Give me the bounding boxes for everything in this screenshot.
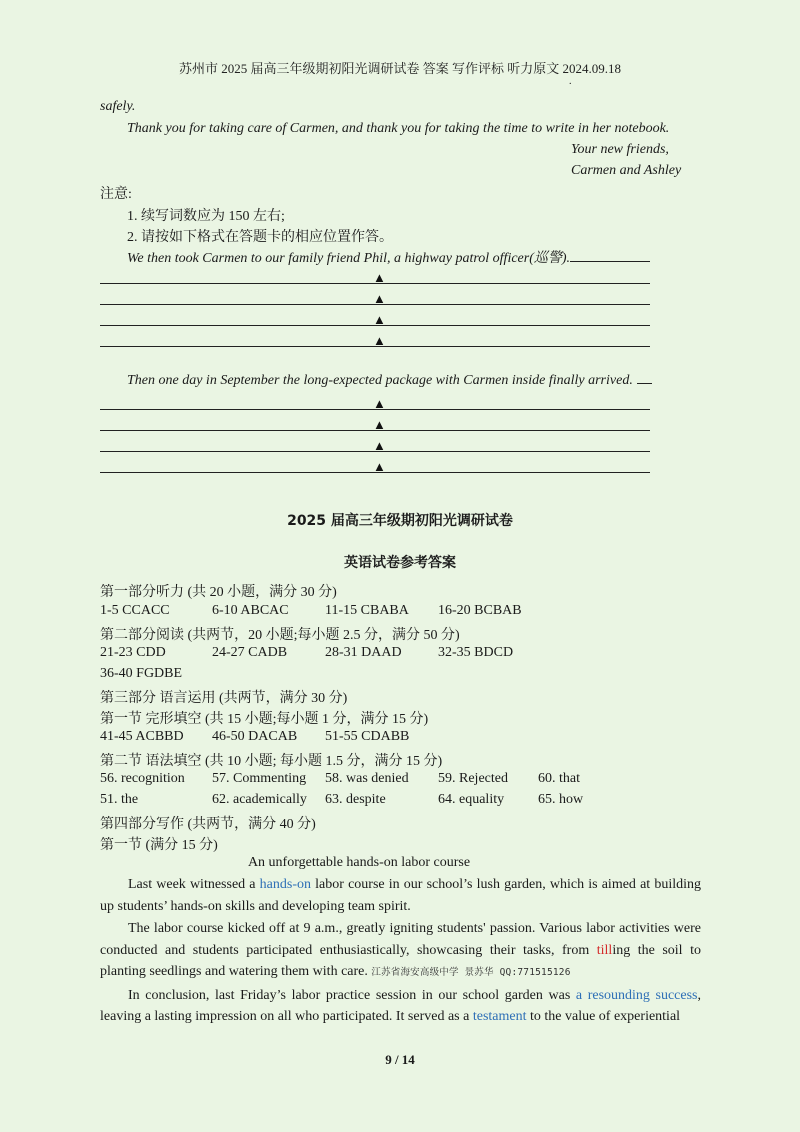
answer-item: 62. academically: [212, 792, 307, 807]
answer-group: 6-10 ABCAC: [212, 603, 289, 618]
exam-subtitle: 英语试卷参考答案: [344, 555, 456, 571]
answer-group: 51-55 CDABB: [325, 729, 410, 744]
blank-marker: ▲: [373, 333, 386, 348]
answer-group: 41-45 ACBBD: [100, 729, 184, 744]
part3-sec2-heading: 第二节 语法填空 (共 10 小题; 每小题 1.5 分，满分 15 分): [100, 754, 443, 769]
part2-heading: 第二部分阅读 (共两节，20 小题;每小题 2.5 分，满分 50 分): [100, 628, 460, 643]
note-item-1: 1. 续写词数应为 150 左右;: [127, 209, 285, 224]
essay-paragraph-2: The labor course kicked off at 9 a.m., greatly igniting students' passion. Various labor activities were conducted and students participated enthusiastically, showcasing their tasks, from tilling the soil to planting seedlings and watering them with care. 江苏省海安高级中学 景苏华 QQ:771515126: [100, 921, 701, 979]
essay-paragraph-1: Last week witnessed a hands-on labor course in our school’s lush garden, which is aimed at building up students’ hands-on skills and developing team spirit.: [100, 877, 701, 914]
writing-line[interactable]: [100, 291, 650, 305]
page-number: 9 / 14: [385, 1052, 415, 1067]
blank-marker: ▲: [373, 438, 386, 453]
answer-group: 28-31 DAAD: [325, 645, 402, 660]
part4-heading: 第四部分写作 (共两节，满分 40 分): [100, 817, 316, 832]
answer-item: 57. Commenting: [212, 771, 307, 786]
writing-line[interactable]: [100, 459, 650, 473]
answer-item: 56. recognition: [100, 771, 185, 786]
story-closing: Your new friends,: [571, 142, 669, 157]
answer-group: 32-35 BDCD: [438, 645, 514, 660]
writing-line[interactable]: [100, 417, 650, 431]
part3-sec1-heading: 第一节 完形填空 (共 15 小题;每小题 1 分，满分 15 分): [100, 712, 429, 727]
part4-sec1-heading: 第一节 (满分 15 分): [100, 838, 218, 853]
blank-marker: ▲: [373, 270, 386, 285]
highlight-phrase: a resounding success: [575, 987, 698, 1003]
page-header: 苏州市 2025 届高三年级期初阳光调研试卷 答案 写作评标 听力原文 2024.09.18: [178, 61, 621, 76]
essay-paragraph-3: In conclusion, last Friday’s labor practice session in our school garden was a resounding success, leaving a lasting impression on all who participated. It served as a testament to the value of experiential: [100, 987, 701, 1024]
note-item-2: 2. 请按如下格式在答题卡的相应位置作答。: [127, 230, 393, 245]
highlight-phrase: testament: [472, 1009, 527, 1024]
answer-item: 60. that: [538, 771, 580, 786]
part3-heading: 第三部分 语言运用 (共两节，满分 30 分): [100, 691, 348, 706]
blank-marker: ▲: [373, 291, 386, 306]
writing-line[interactable]: [100, 438, 650, 452]
essay-body: [100, 874, 701, 1028]
blank-marker: ▲: [373, 417, 386, 432]
highlight-phrase: hands-on: [259, 877, 311, 892]
highlight-word: till: [596, 942, 613, 958]
answer-group: 24-27 CADB: [212, 645, 288, 660]
answer-group: 21-23 CDD: [100, 645, 166, 660]
paragraph-prompt-2: Then one day in September the long-expected package with Carmen inside finally arrived.: [127, 373, 652, 389]
writing-line[interactable]: [100, 312, 650, 326]
blank-marker: ▲: [373, 459, 386, 474]
answer-group: 11-15 CBABA: [325, 603, 409, 618]
header-dot: .: [569, 76, 572, 87]
writing-line[interactable]: [100, 333, 650, 347]
blank-marker: ▲: [373, 396, 386, 411]
story-thanks: Thank you for taking care of Carmen, and thank you for taking the time to write in her notebook.: [127, 121, 670, 136]
answer-group: 1-5 CCACC: [100, 603, 170, 618]
part1-heading: 第一部分听力 (共 20 小题，满分 30 分): [100, 585, 337, 600]
answer-group: 46-50 DACAB: [212, 729, 298, 744]
writing-line[interactable]: [100, 270, 650, 284]
writing-line[interactable]: [100, 396, 650, 410]
answer-item: 63. despite: [325, 792, 386, 807]
blank-marker: ▲: [373, 312, 386, 327]
essay-title: An unforgettable hands-on labor course: [247, 855, 471, 870]
answer-item: 64. equality: [438, 792, 505, 807]
answer-item: 65. how: [538, 792, 584, 807]
exam-title: 2025 届高三年级期初阳光调研试卷: [287, 513, 513, 529]
watermark-note: 江苏省海安高级中学 景苏华 QQ:771515126: [371, 967, 571, 978]
answer-group: 16-20 BCBAB: [438, 603, 522, 618]
answer-item: 58. was denied: [325, 771, 409, 786]
answer-item: 59. Rejected: [438, 771, 508, 786]
answer-item: 51. the: [100, 792, 139, 807]
paragraph-prompt-1: We then took Carmen to our family friend Phil, a highway patrol officer(巡警).: [127, 247, 650, 267]
story-signature: Carmen and Ashley: [571, 163, 682, 178]
answer-group: 36-40 FGDBE: [100, 666, 183, 681]
notes-label: 注意:: [100, 187, 132, 202]
story-safely: safely.: [100, 99, 136, 114]
